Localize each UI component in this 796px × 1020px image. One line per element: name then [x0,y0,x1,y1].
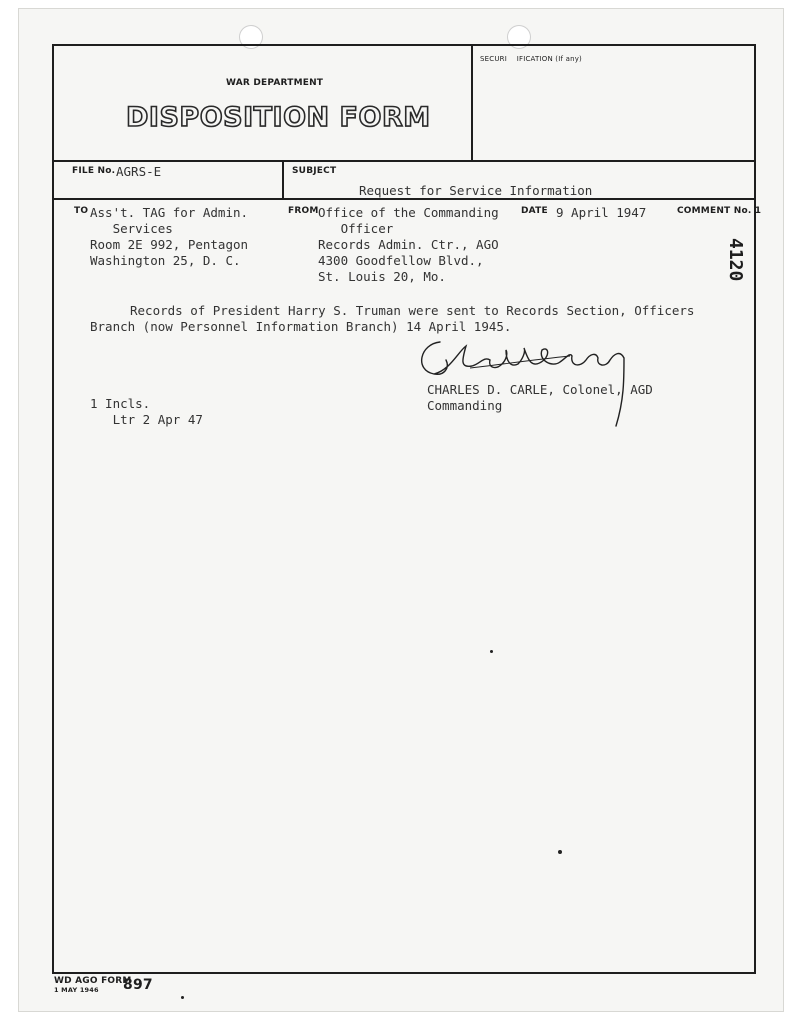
file-number-label: FILE No. [72,166,116,176]
paper-speck [490,650,493,653]
department-label: WAR DEPARTMENT [226,78,324,88]
file-subject-divider [282,160,284,200]
to-line-3: Room 2E 992, Pentagon [90,237,249,252]
subject-value: Request for Service Information [359,183,593,198]
form-id-line-2: 1 MAY 1946 [54,986,99,994]
form-title: DISPOSITION FORM [126,102,431,133]
form-id-line-1: WD AGO FORM [54,976,132,986]
signature-name-line: CHARLES D. CARLE, Colonel, AGD [427,382,653,397]
body-line-1: Records of President Harry S. Truman were sent to Records Section, Officers [130,303,695,318]
subject-label: SUBJECT [292,166,337,176]
from-line-3: Records Admin. Ctr., AGO [318,237,499,252]
to-line-4: Washington 25, D. C. [90,253,241,268]
form-id-number: 897 [123,977,153,993]
enclosures-line-2: Ltr 2 Apr 47 [90,412,203,427]
signature-svg [410,330,642,430]
signature-title: Commanding [427,398,503,413]
to-line-1: Ass't. TAG for Admin. [90,205,249,220]
body-line-2: Branch (now Personnel Information Branch) 14 April 1945. [90,319,512,334]
file-stamp-number: 4120 [725,238,746,282]
paper-speck [181,996,184,999]
enclosures-line-1: 1 Incls. [90,396,151,411]
to-label: TO [74,206,89,216]
from-line-1: Office of the Commanding [318,205,499,220]
from-line-2: Officer [318,221,394,236]
from-line-4: 4300 Goodfellow Blvd., [318,253,484,268]
security-classification-label: SECURI IFICATION (If any) [480,55,582,63]
header-divider-vertical [471,44,473,162]
from-line-5: St. Louis 20, Mo. [318,269,446,284]
from-label: FROM [288,206,319,216]
handwritten-signature [410,330,642,430]
date-label: DATE [521,206,548,216]
comment-number-label: COMMENT No. 1 [677,206,762,216]
paper-speck [558,850,562,854]
to-line-2: Services [90,221,173,236]
file-number-value: AGRS-E [116,164,162,179]
date-value: 9 April 1947 [556,205,647,220]
header-divider-horizontal [52,160,756,162]
